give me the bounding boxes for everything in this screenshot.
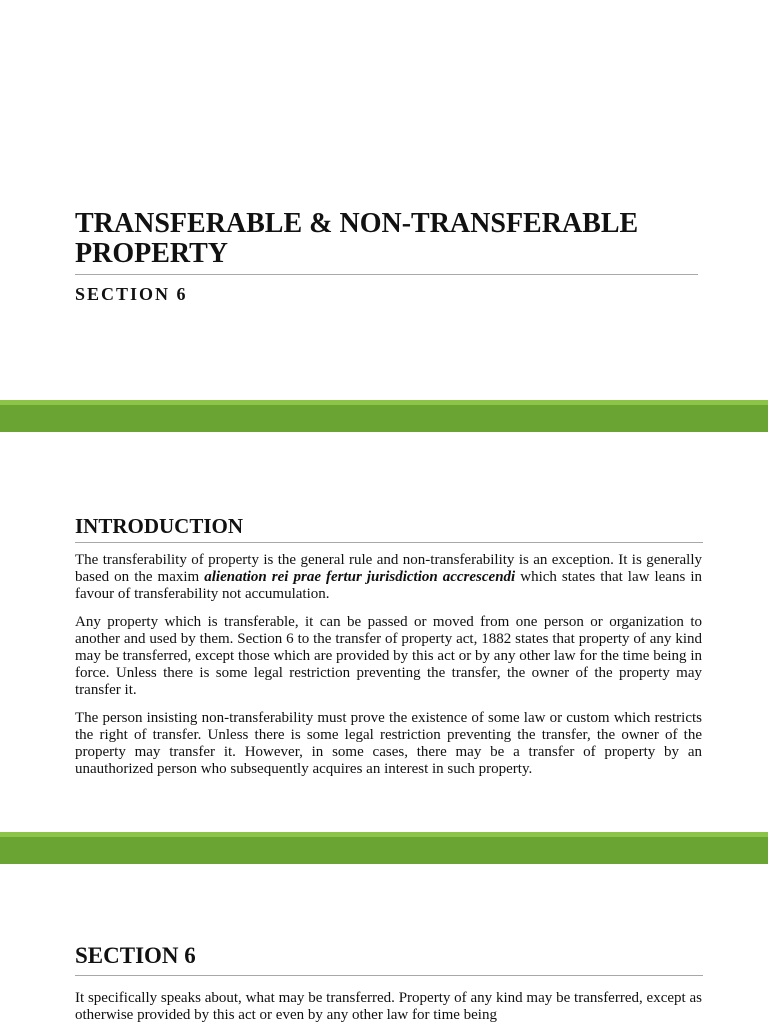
paragraph: Any property which is transferable, it can be passed or moved from one person or organization to another and used by them. Section 6 to the transfer of property act, 1882 states that property of any kind may be transferred, except those which are provided by this act or by any other law for the time being in force. Unless there is some legal restriction preventing the transfer, the owner of the property may transfer it. [75,614,702,698]
slide-separator-bar [0,832,768,864]
title-divider-line [75,274,698,275]
paragraph: The transferability of property is the general rule and non-transferability is an exception. It is generally based on the maxim alienation rei prae fertur jurisdiction accrescendi which states that law leans in favour of transferability not accumulation. [75,552,702,602]
heading-divider-line [75,975,703,976]
section-body [75,990,702,1024]
title-slide [0,0,768,400]
heading-divider-line [75,542,703,543]
section-heading: SECTION 6 [75,943,196,968]
introduction-slide [0,432,768,832]
section-6-slide [0,865,768,1024]
introduction-body [75,552,702,789]
introduction-heading: INTRODUCTION [75,514,244,538]
paragraph: It specifically speaks about, what may be transferred. Property of any kind may be transferred, except as otherwise provided by this act or even by any other law for time being [75,990,702,1023]
slide-subtitle: SECTION 6 [75,284,188,304]
latin-maxim: alienation rei prae fertur jurisdiction accrescendi [204,569,516,585]
slide-separator-bar [0,400,768,432]
slide-title: TRANSFERABLE & NON-TRANSFERABLE PROPERTY [75,208,639,269]
paragraph: The person insisting non-transferability must prove the existence of some law or custom which restricts the right of transfer. Unless there is some legal restriction preventing the transfer, the owner of the property may transfer it. However, in some cases, there may be a transfer of property by an unauthorized person who subsequently acquires an interest in such property. [75,710,702,777]
